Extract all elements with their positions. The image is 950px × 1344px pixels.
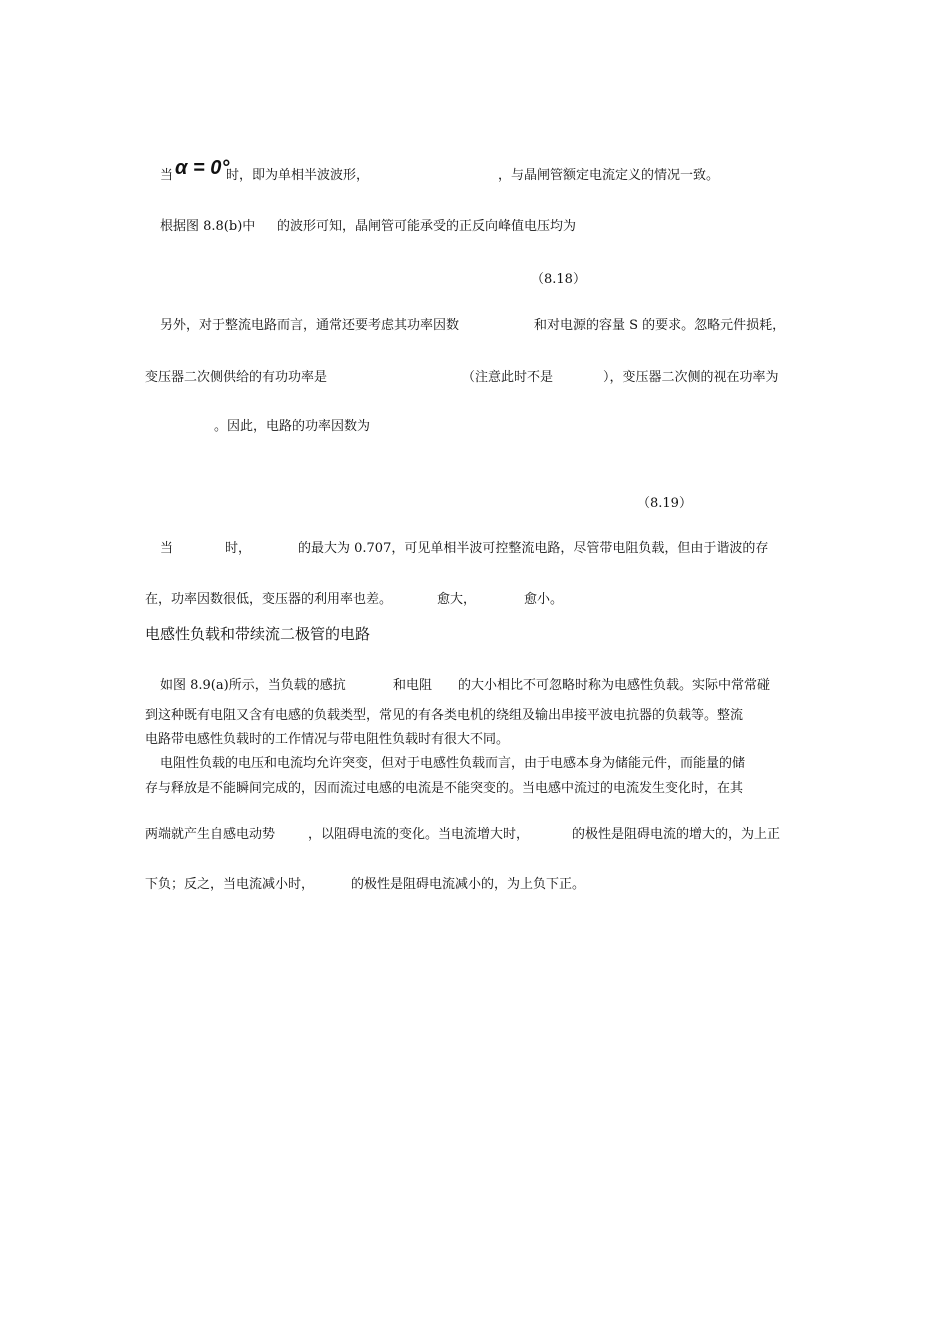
para5-line1-c: 的大小相比不可忽略时称为电感性负载。实际中常常碰 [458, 678, 771, 693]
para3-line3: 。因此，电路的功率因数为 [214, 419, 371, 434]
para2-prefix: 根据图 8.8(b)中 [160, 219, 256, 234]
para3-line2-a: 变压器二次侧供给的有功功率是 [145, 370, 328, 385]
para4-line2-a: 在，功率因数很低，变压器的利用率也差。 [145, 592, 393, 607]
section-heading: 电感性负载和带续流二极管的电路 [145, 625, 371, 643]
para4-line1-c: 的最大为 0.707，可见单相半波可控整流电路，尽管带电阻负载，但由于谐波的存 [298, 541, 769, 556]
equation-number-8-19: （8.19） [637, 496, 692, 511]
para3-line1-b: 和对电源的容量 S 的要求。忽略元件损耗， [534, 318, 786, 333]
para5-line1-b: 和电阻 [393, 678, 433, 693]
para3-line2-b: （注意此时不是 [462, 370, 554, 385]
para6-line3-a: 两端就产生自感电动势 [145, 827, 276, 842]
para4-line2-b: 愈大， [437, 592, 477, 607]
para5-line2: 到这种既有电阻又含有电感的负载类型，常见的有各类电机的绕组及输出串接平波电抗器的负载等。整流 [145, 708, 744, 723]
para4-line1-b: 时， [225, 541, 252, 556]
equation-number-8-18: （8.18） [531, 272, 586, 287]
para5-line3: 电路带电感性负载时的工作情况与带电阻性负载时有很大不同。 [145, 732, 510, 747]
para1-middle: 时，即为单相半波波形， [226, 168, 370, 183]
para5-line1-a: 如图 8.9(a)所示，当负载的感抗 [160, 678, 346, 693]
para1-suffix: ，与晶闸管额定电流定义的情况一致。 [498, 168, 720, 183]
para6-line4-b: 的极性是阻碍电流减小的，为上负下正。 [351, 877, 586, 892]
para6-line3-b: ，以阻碍电流的变化。当电流增大时， [308, 827, 530, 842]
para6-line4-a: 下负；反之，当电流减小时， [145, 877, 315, 892]
para6-line2: 存与释放是不能瞬间完成的，因而流过电感的电流是不能突变的。当电感中流过的电流发生变化时，在其 [145, 781, 744, 796]
para6-line1: 电阻性负载的电压和电流均允许突变，但对于电感性负载而言，由于电感本身为储能元件，而能量的储 [160, 756, 746, 771]
alpha-zero-formula: α = 0° [175, 157, 230, 179]
para2-suffix: 的波形可知，晶闸管可能承受的正反向峰值电压均为 [277, 219, 577, 234]
para6-line3-c: 的极性是阻碍电流的增大的，为上正 [572, 827, 781, 842]
para4-line1-a: 当 [160, 541, 174, 556]
para3-line1-a: 另外，对于整流电路而言，通常还要考虑其功率因数 [160, 318, 460, 333]
para1-prefix: 当 [160, 168, 174, 183]
para4-line2-c: 愈小。 [524, 592, 564, 607]
para3-line2-c: ），变压器二次侧的视在功率为 [603, 370, 779, 385]
